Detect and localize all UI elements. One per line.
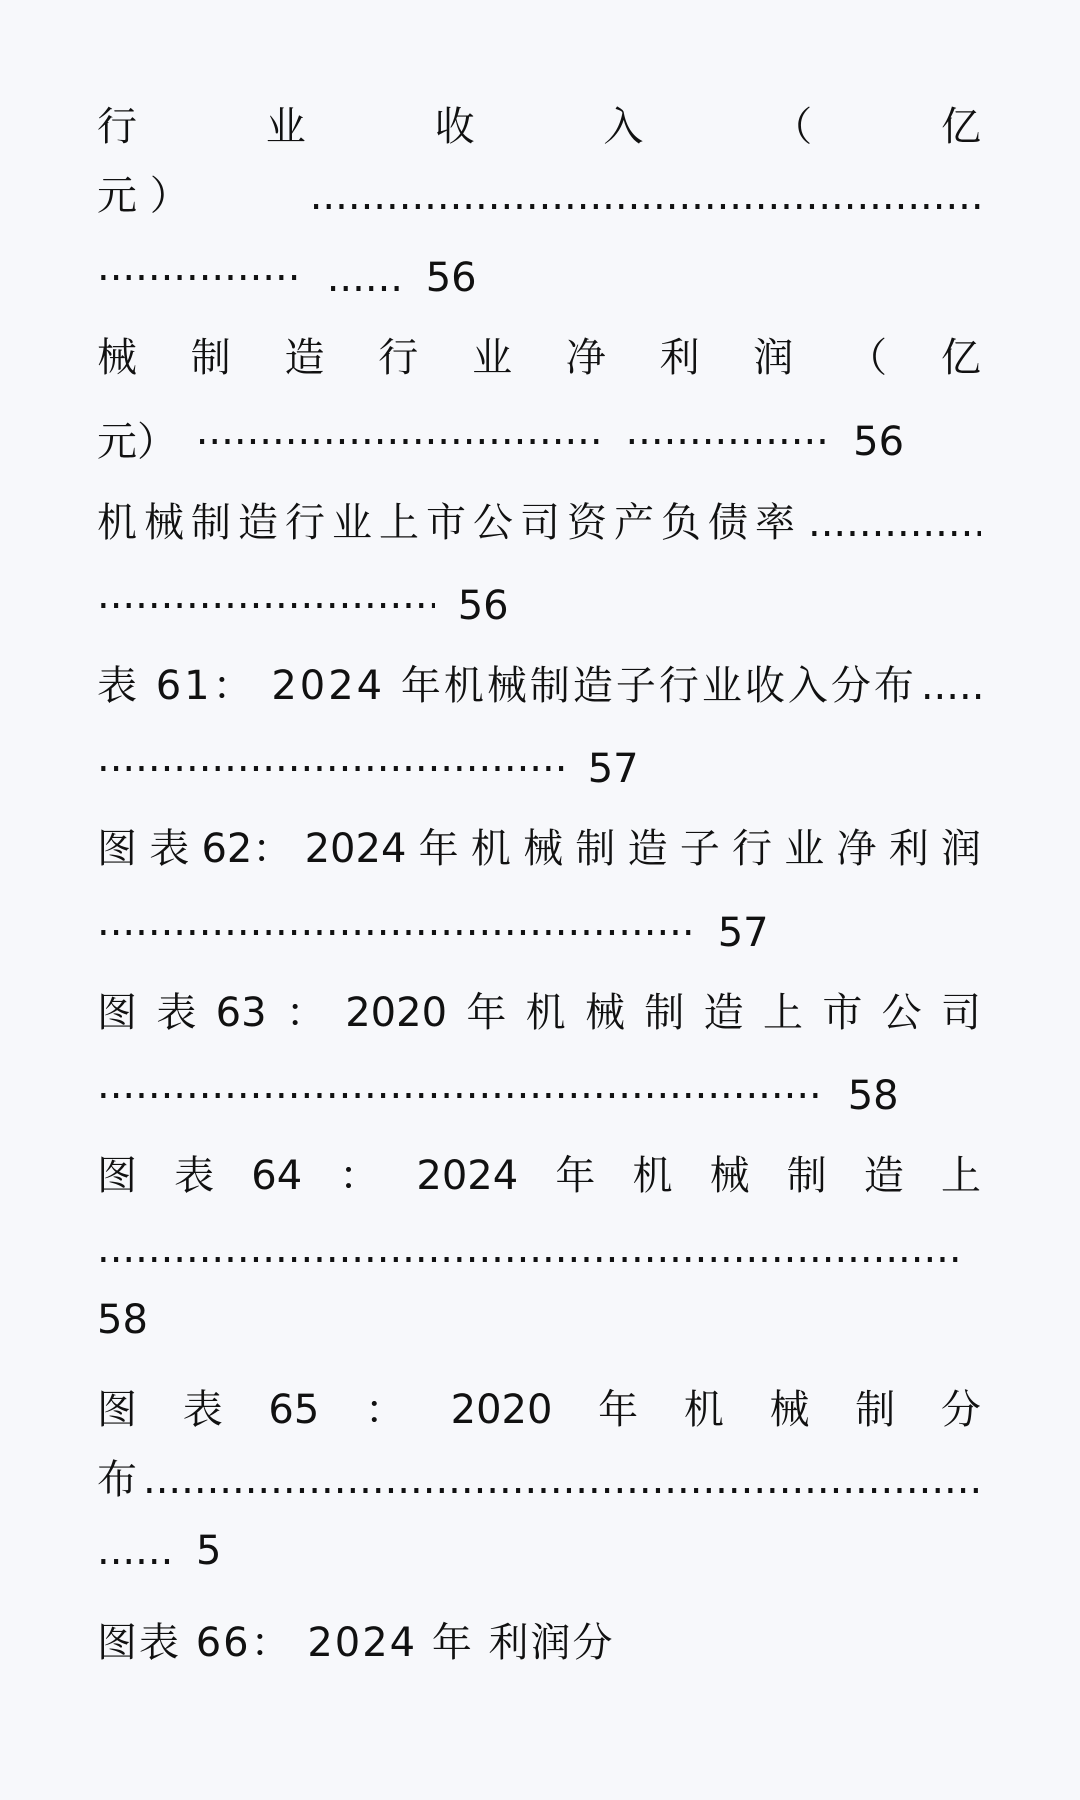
toc-char: 亿 <box>940 104 981 150</box>
toc-char: 公 <box>881 990 922 1036</box>
toc-char: 行 <box>97 104 137 150</box>
toc-entry-4-page: 57 <box>587 746 639 792</box>
toc-char: 表 <box>182 1387 223 1433</box>
toc-char: ： <box>285 990 326 1036</box>
toc-char: ： <box>339 1153 380 1199</box>
toc-char: 械 <box>523 826 564 872</box>
toc-char: 2020 <box>345 990 448 1036</box>
toc-char: 械 <box>585 990 625 1036</box>
toc-leader-dots <box>625 407 830 455</box>
toc-entry-7-line-1 <box>97 1152 981 1200</box>
toc-char: 年 <box>466 990 507 1036</box>
toc-char: （ <box>847 335 888 381</box>
toc-entry-9-line-1 <box>97 1619 981 1667</box>
toc-char: 年 <box>555 1153 596 1199</box>
toc-char: 表 <box>149 826 190 872</box>
toc-char: 上 <box>762 990 803 1036</box>
toc-char: 利 <box>888 826 929 872</box>
toc-entry-1-page: 56 <box>425 255 477 301</box>
toc-entry-9-text: 图表 66： 2024 年 利润分 <box>97 1620 615 1666</box>
toc-char: 年 <box>598 1387 639 1433</box>
toc-leader-dots <box>143 1456 981 1504</box>
toc-entry-8-page: 5 <box>196 1528 222 1574</box>
toc-entry-2-page: 56 <box>853 419 905 465</box>
toc-char: 2024 <box>304 826 407 872</box>
toc-entry-3-text: 机械制造行业上市公司资产负债率 <box>97 500 802 546</box>
toc-char: 制 <box>644 990 685 1036</box>
toc-char: 图 <box>97 990 137 1036</box>
toc-char: 63 <box>215 990 267 1036</box>
toc-char: 收 <box>434 104 475 150</box>
toc-char: 图 <box>97 826 137 872</box>
toc-char: 械 <box>769 1387 810 1433</box>
toc-char: 业 <box>784 826 825 872</box>
toc-char: 机 <box>683 1387 724 1433</box>
toc-char: 制 <box>855 1387 896 1433</box>
toc-entry-6-line-2 <box>97 1061 981 1119</box>
toc-char: 净 <box>836 826 877 872</box>
toc-char: 润 <box>753 335 794 381</box>
toc-char: 亿 <box>940 335 981 381</box>
toc-entry-5-page: 57 <box>717 910 769 956</box>
toc-entry-1-text: 元 ） <box>97 173 190 219</box>
toc-entry-5-line-2 <box>97 898 981 956</box>
toc-char: 分 <box>940 1387 981 1433</box>
toc-leader-tail: ...... <box>97 1528 174 1574</box>
toc-leader-dots <box>97 898 695 946</box>
toc-char: 造 <box>284 335 325 381</box>
toc-entry-4-line-2 <box>97 734 981 792</box>
toc-entry-3-page: 56 <box>457 583 509 629</box>
toc-leader-dots <box>808 499 981 547</box>
toc-char: 65 <box>268 1387 320 1433</box>
toc-entry-1-line-2 <box>97 172 981 220</box>
toc-entry-8-line-2 <box>97 1456 981 1504</box>
toc-entry-5-line-1 <box>97 825 981 873</box>
toc-entry-8-line-1 <box>97 1386 981 1434</box>
toc-char: 行 <box>732 826 773 872</box>
toc-entry-4-text: 表 61： 2024 年机械制造子行业收入分布 <box>97 663 917 709</box>
toc-char: 司 <box>940 990 981 1036</box>
toc-leader-dots <box>921 662 981 710</box>
toc-char: ： <box>364 1387 405 1433</box>
toc-char: 机 <box>525 990 566 1036</box>
toc-char: 图 <box>97 1153 137 1199</box>
toc-char: （ <box>772 104 813 150</box>
toc-char: 造 <box>703 990 744 1036</box>
toc-char: 机 <box>632 1153 673 1199</box>
toc-char: 造 <box>863 1153 904 1199</box>
toc-entry-6-page: 58 <box>847 1073 899 1119</box>
toc-char: 净 <box>565 335 606 381</box>
toc-leader-dots <box>310 172 981 220</box>
toc-leader-tail: ...... <box>326 255 404 301</box>
toc-entry-8-text: 布 <box>97 1457 137 1503</box>
toc-entry-7-page: 58 <box>97 1297 148 1343</box>
toc-char: 表 <box>156 990 197 1036</box>
toc-char: 图 <box>97 1387 137 1433</box>
toc-char: 上 <box>940 1153 981 1199</box>
toc-char: 业 <box>472 335 513 381</box>
toc-char: 行 <box>378 335 419 381</box>
toc-char: 市 <box>822 990 863 1036</box>
toc-entry-2-line-1 <box>97 334 981 382</box>
toc-leader-dots <box>196 407 601 455</box>
toc-entry-8-line-3 <box>97 1527 981 1575</box>
toc-entry-1-line-1 <box>97 103 981 151</box>
toc-entry-7-line-2 <box>97 1225 981 1273</box>
toc-char: 子 <box>679 826 720 872</box>
toc-char: 年 <box>418 826 459 872</box>
toc-char: 2020 <box>450 1387 553 1433</box>
toc-leader-dots <box>97 1225 959 1273</box>
toc-leader-dots <box>97 1061 825 1109</box>
toc-entry-2-text: 元） <box>97 419 177 465</box>
toc-entry-6-line-1 <box>97 989 981 1037</box>
toc-char: 润 <box>940 826 981 872</box>
toc-entry-4-line-1 <box>97 662 981 710</box>
toc-leader-dots <box>97 571 435 619</box>
toc-char: 业 <box>265 104 306 150</box>
toc-char: 造 <box>627 826 668 872</box>
toc-leader-dots <box>97 243 302 291</box>
toc-char: 机 <box>470 826 511 872</box>
toc-char: 62： <box>201 826 293 872</box>
toc-entry-3-line-1 <box>97 499 981 547</box>
toc-char: 2024 <box>416 1153 519 1199</box>
toc-char: 利 <box>659 335 700 381</box>
toc-leader-dots <box>97 734 565 782</box>
toc-char: 械 <box>97 335 137 381</box>
toc-entry-3-line-2 <box>97 571 981 629</box>
toc-char: 械 <box>709 1153 750 1199</box>
toc-entry-2-line-2 <box>97 407 981 465</box>
toc-char: 入 <box>603 104 644 150</box>
toc-entry-7-line-3 <box>97 1296 981 1344</box>
toc-char: 制 <box>190 335 231 381</box>
toc-char: 64 <box>251 1153 303 1199</box>
toc-entry-1-line-3 <box>97 243 981 301</box>
toc-char: 制 <box>786 1153 827 1199</box>
toc-char: 表 <box>174 1153 215 1199</box>
toc-char: 制 <box>575 826 616 872</box>
